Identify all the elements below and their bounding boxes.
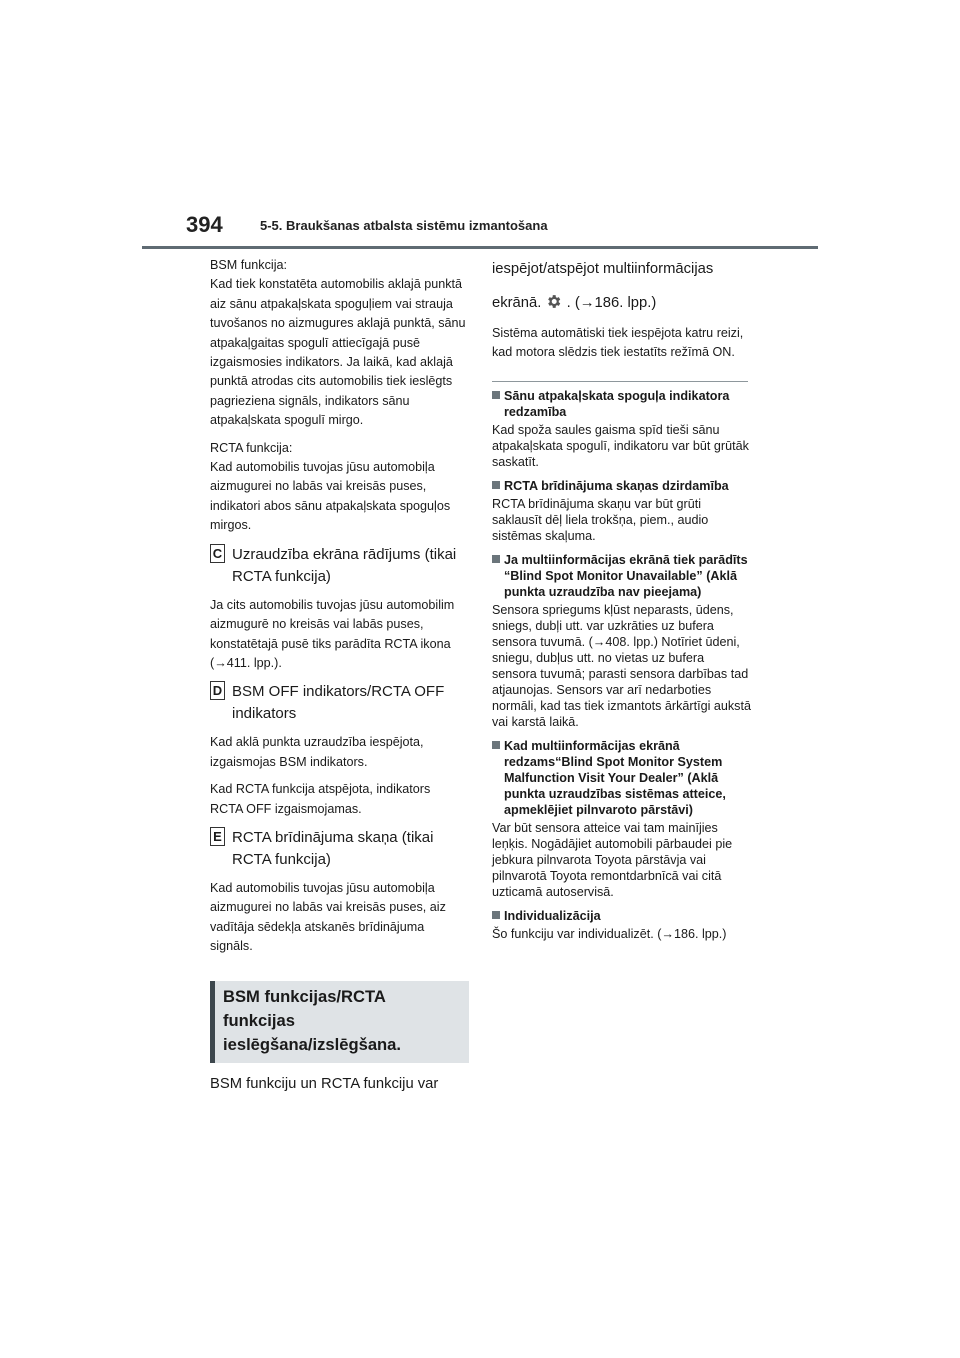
square-bullet-icon [492,911,500,919]
callout-c-badge: C [210,544,225,563]
section-title: 5-5. Braukšanas atbalsta sistēmu izmantošana [260,218,548,233]
square-bullet-icon [492,481,500,489]
section-box-title: BSM funkcijas/RCTA funkcijas ieslēgšana/izslēgšana. [223,986,402,1054]
square-bullet-icon [492,741,500,749]
rcta-function-text: RCTA funkcija: Kad automobilis tuvojas jūsu automobiļa aizmugurei no labās vai kreisās puses, indikatori abos sānu atpakaļskata spoguļos mirgos. [210,440,451,533]
item-e-text: Kad automobilis tuvojas jūsu automobiļa aizmugurei no labās vai kreisās puses, aiz vadītāja sēdekļa atskanēs brīdinājuma signāls. [210,880,446,954]
bsm-function-text: BSM funkcija: Kad tiek konstatēta automobilis aklajā punktā aiz sānu atpakaļskata spoguļiem vai strauja tuvošanos no aizmugures aklajā punktā, sānu atpakaļgaitas spogulī attiecīgajā pusē izgaismosies indikators. Ja laikā, kad aklajā punktā atrodas cits automobilis tiek ieslēgts pagrieziena signāls, indikators sānu atpakaļskata spogulī mirgo. [210,258,466,428]
note-1 [492,388,752,470]
item-d-title: BSM OFF indikators/RCTA OFF indikators [232,683,445,723]
note-4-title: Kad multiinformācijas ekrānā redzams“Blind Spot Monitor System Malfunction Visit Your Dealer” (Aklā punkta uzraudzības sistēmas atteice, apmeklējiet pilnvaroto pārstāvi) [504,738,726,817]
item-d-text-2: Kad RCTA funkcija atspējota, indikators RCTA OFF izgaismojamas. [210,782,431,816]
continuation-text-2 [492,290,752,316]
divider [492,381,748,382]
right-column [492,256,752,950]
auto-enable-text: Sistēma automātiski tiek iespējota katru reizi, kad motora slēdzis tiek iestatīts režīmā ON. [492,326,744,360]
item-e-heading [210,827,466,871]
item-d-text-1: Kad aklā punkta uzraudzība iespējota, izgaismojas BSM indikators. [210,735,424,769]
item-d [210,681,466,819]
gear-icon [545,293,562,310]
note-4-body: Var būt sensora atteice vai tam mainījies leņķis. Nogādājiet automobili pārbaudei pie jebkura pilnvarota Toyota pārstāvja vai pilnvarotā Toyota remontdarbnīcā vai citā uzticamā autoservisā. [492,820,733,899]
callout-e-badge: E [210,827,225,846]
note-5-title: Individualizācija [504,908,601,923]
note-3-title: Ja multiinformācijas ekrānā tiek parādīts “Blind Spot Monitor Unavailable” (Aklā punkta uzraudzība nav pieejama) [504,552,748,599]
section-box [210,981,469,1063]
continuation-text-2a: ekrānā. [492,295,542,311]
item-e [210,827,466,957]
item-c-heading [210,544,466,588]
item-d-heading [210,681,466,725]
square-bullet-icon [492,391,500,399]
item-c-text: Ja cits automobilis tuvojas jūsu automobilim aizmugurē no kreisās vai labās puses, konstatētajā pusē tiks parādīta RCTA ikona (→411. lpp.). [210,597,455,670]
box-after-text: BSM funkciju un RCTA funkciju var [210,1075,439,1092]
note-5-body: Šo funkciju var individualizēt. (→186. lpp.) [492,926,727,941]
item-e-title: RCTA brīdinājuma skaņa (tikai RCTA funkcija) [232,828,434,868]
note-3-body: Sensora spriegums kļūst neparasts, ūdens, sniegs, dubļi utt. var uzkrāties uz bufera sensora tuvumā. (→408. lpp.) Notīriet ūdeni, sniegu, dubļus utt. no vietas uz bufera sensora tuvumā; parasti sensora darbības tad atjaunojas. Sensors var arī nedarboties normāli, kad tas tiek izmantots ārkārtīgi aukstā vai karstā laikā. [492,602,751,729]
note-2-title: RCTA brīdinājuma skaņas dzirdamība [504,478,729,493]
note-2-body: RCTA brīdinājuma skaņu var būt grūti saklausīt dēļ liela trokšņa, piem., audio sistēmas skaļuma. [492,496,709,543]
note-1-title: Sānu atpakaļskata spoguļa indikatora redzamība [504,388,730,419]
callout-d-badge: D [210,681,225,700]
item-c-title: Uzraudzība ekrāna rādījums (tikai RCTA funkcija) [232,545,457,585]
note-2 [492,478,752,544]
note-3 [492,552,752,730]
left-column [210,256,466,1105]
note-5 [492,908,752,942]
note-4 [492,738,752,900]
continuation-text-1: iespējot/atspējot multiinformācijas [492,261,714,277]
page-number: 394 [186,212,223,237]
note-1-body: Kad spoža saules gaisma spīd tieši sānu atpakaļskata spogulī, indikatoru var būt grūtāk saskatīt. [492,422,749,469]
item-c [210,544,466,674]
continuation-text-2b: . (→186. lpp.) [566,295,657,311]
page-header [142,212,818,249]
square-bullet-icon [492,555,500,563]
